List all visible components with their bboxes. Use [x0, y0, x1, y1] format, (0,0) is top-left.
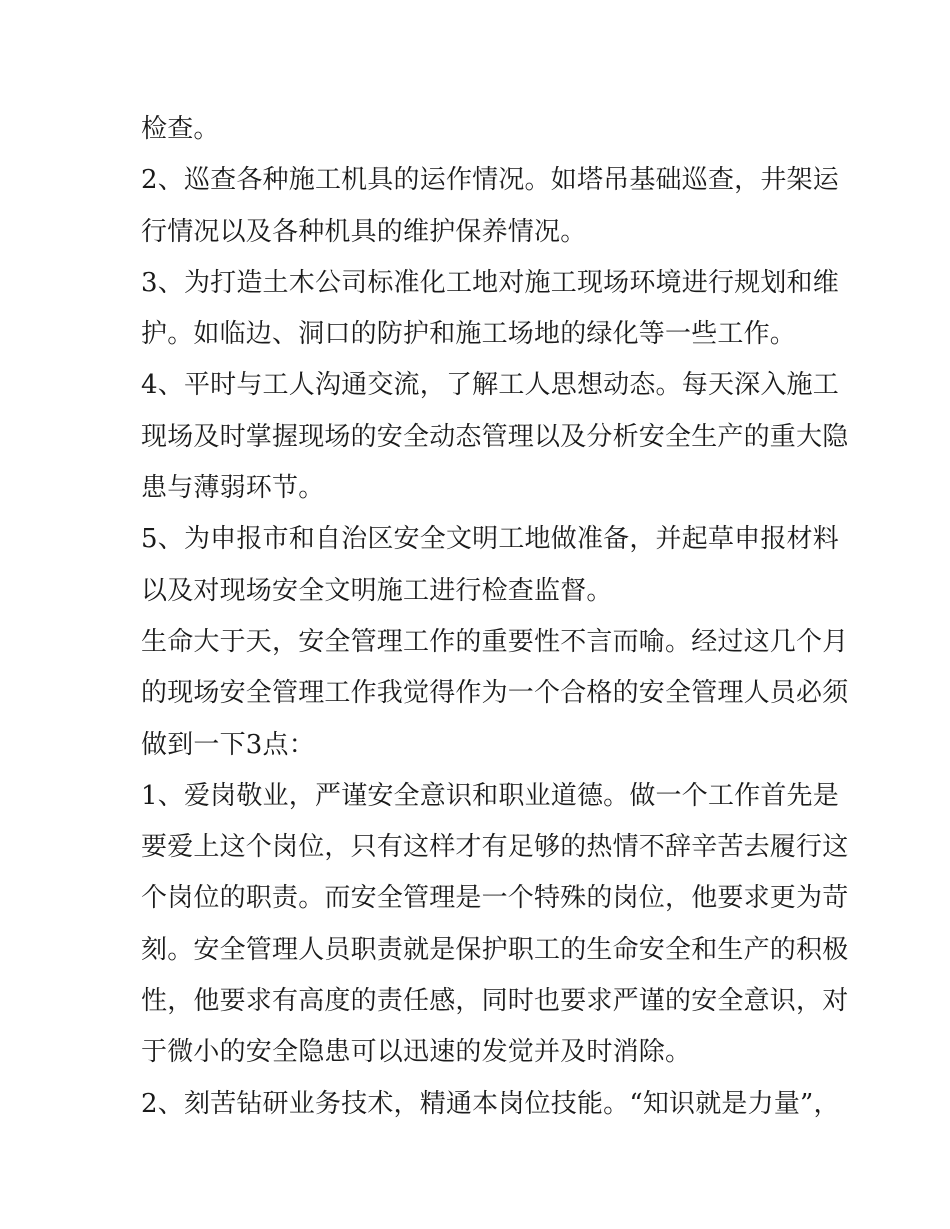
text-line: 2、刻苦钻研业务技术，精通本岗位技能。“知识就是力量”， [141, 1088, 840, 1119]
text-line: 刻。安全管理人员职责就是保护职工的生命安全和生产的积极 [141, 934, 849, 965]
text-line: 患与薄弱环节。 [141, 473, 325, 504]
text-line: 1、爱岗敬业，严谨安全意识和职业道德。做一个工作首先是 [141, 780, 839, 811]
text-line: 的现场安全管理工作我觉得作为一个合格的安全管理人员必须 [141, 678, 849, 709]
text-line: 于微小的安全隐患可以迅速的发觉并及时消除。 [141, 1037, 692, 1068]
text-line: 行情况以及各种机具的维护保养情况。 [141, 216, 587, 247]
document-body [141, 104, 849, 1130]
text-line: 护。如临边、洞口的防护和施工场地的绿化等一些工作。 [141, 319, 797, 350]
text-line: 个岗位的职责。而安全管理是一个特殊的岗位，他要求更为苛 [141, 883, 849, 914]
text-line: 生命大于天，安全管理工作的重要性不言而喻。经过这几个月 [141, 626, 849, 657]
text-line: 4、平时与工人沟通交流，了解工人思想动态。每天深入施工 [141, 370, 839, 401]
text-line: 做到一下3点： [141, 729, 315, 760]
text-line: 3、为打造土木公司标准化工地对施工现场环境进行规划和维 [141, 267, 839, 298]
text-line: 2、巡查各种施工机具的运作情况。如塔吊基础巡查，井架运 [141, 165, 839, 196]
text-line: 现场及时掌握现场的安全动态管理以及分析安全生产的重大隐 [141, 421, 849, 452]
text-line: 5、为申报市和自治区安全文明工地做准备，并起草申报材料 [141, 524, 839, 555]
text-line: 要爱上这个岗位，只有这样才有足够的热情不辞辛苦去履行这 [141, 832, 849, 863]
text-line: 性，他要求有高度的责任感，同时也要求严谨的安全意识，对 [141, 986, 849, 1017]
text-line: 检查。 [141, 114, 220, 144]
text-line: 以及对现场安全文明施工进行检查监督。 [141, 575, 613, 606]
